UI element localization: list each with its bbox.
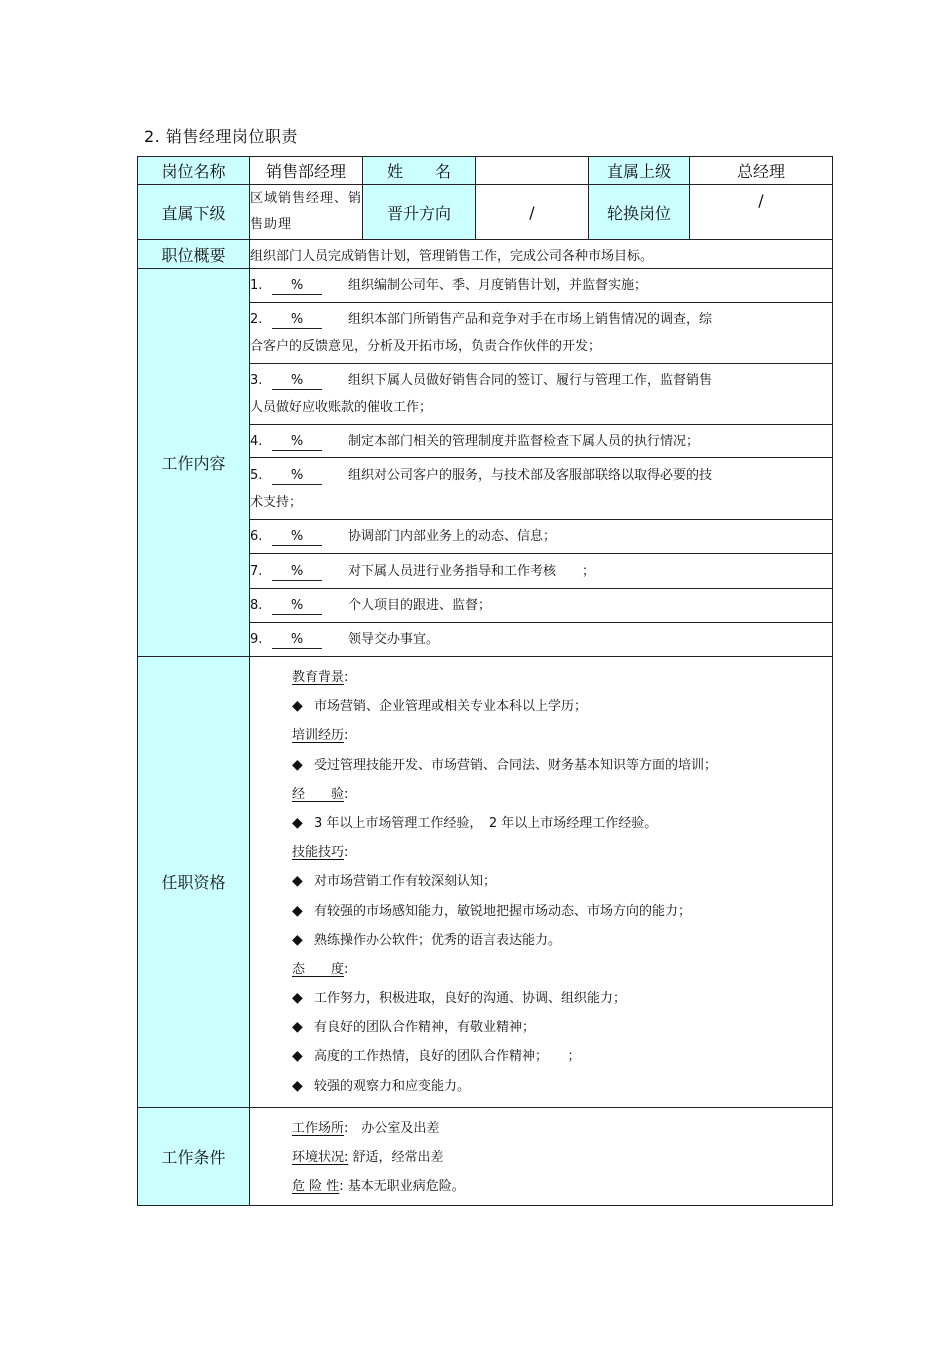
work-item: [250, 589, 833, 623]
diamond-bullet-icon: ◆: [292, 1077, 303, 1094]
risk-title: 危 险 性: [292, 1178, 340, 1194]
summary-label: 职位概要: [138, 240, 250, 269]
conditions-content: 工作场所: 办公室及出差 环境状况: 舒适，经常出差 危 险 性: 基本无职业病危险。: [250, 1107, 833, 1205]
attitude-text: 工作努力，积极进取，良好的沟通、协调、组织能力；: [314, 991, 627, 1007]
rotation-value: /: [690, 185, 833, 240]
attitude-text: 高度的工作热情，良好的团队合作精神； ；: [314, 1049, 581, 1065]
item-text: 组织下属人员做好销售合同的签订、履行与管理工作，监督销售: [348, 373, 713, 388]
item-number: 4.: [250, 433, 263, 449]
percent-blank: %: [272, 564, 322, 581]
item-number: 3.: [250, 373, 263, 388]
skill-text: 有较强的市场感知能力，敏锐地把握市场动态、市场方向的能力；: [314, 903, 692, 919]
name-value: [476, 157, 589, 185]
summary-text: 组织部门人员完成销售计划，管理销售工作，完成公司各种市场目标。: [250, 240, 833, 269]
skill-text: 对市场营销工作有较深刻认知；: [314, 874, 497, 890]
page-title: 2. 销售经理岗位职责: [144, 127, 298, 146]
item-number: 7.: [250, 563, 263, 579]
rotation-label: 轮换岗位: [589, 185, 690, 240]
work-content-label: 工作内容: [138, 269, 250, 657]
percent-blank: %: [272, 468, 322, 485]
skill-text: 熟练操作办公软件；优秀的语言表达能力。: [314, 932, 562, 948]
item-text: 领导交办事宜。: [348, 632, 440, 647]
item-text-continued: 合客户的反馈意见，分析及开拓市场，负责合作伙伴的开发；: [250, 339, 602, 354]
promotion-label: 晋升方向: [363, 185, 476, 240]
percent-blank: %: [272, 312, 322, 329]
row-conditions: [138, 1107, 833, 1205]
item-text: 组织对公司客户的服务，与技术部及客服部联络以取得必要的技: [348, 467, 713, 483]
work-item: [250, 520, 833, 554]
item-number: 8.: [250, 598, 263, 613]
row-basic-info: [138, 157, 833, 185]
risk-text: 基本无职业病危险。: [347, 1178, 465, 1194]
experience-text: 3 年以上市场管理工作经验， 2 年以上市场经理工作经验。: [314, 815, 658, 831]
item-number: 2.: [250, 312, 263, 327]
percent-blank: %: [272, 278, 322, 295]
item-number: 9.: [250, 632, 263, 647]
education-title: 教育背景: [292, 670, 345, 685]
diamond-bullet-icon: ◆: [292, 698, 303, 715]
conditions-label: 工作条件: [138, 1107, 250, 1205]
work-item: [250, 364, 833, 425]
row-summary: [138, 240, 833, 269]
percent-blank: %: [272, 373, 322, 390]
environment-title: 环境状况: [292, 1149, 345, 1165]
environment-text: 舒适，经常出差: [352, 1149, 444, 1165]
skills-title: 技能技巧: [292, 845, 345, 861]
item-text: 组织编制公司年、季、月度销售计划，并监督实施；: [348, 278, 648, 293]
item-text: 制定本部门相关的管理制度并监督检查下属人员的执行情况；: [348, 433, 700, 449]
subordinate-value: 区域销售经理、销售助理: [250, 185, 363, 240]
superior-label: 直属上级: [589, 157, 690, 185]
experience-title: 经 验: [292, 786, 345, 802]
superior-value: 总经理: [690, 157, 833, 185]
diamond-bullet-icon: ◆: [292, 902, 303, 919]
qualification-label: 任职资格: [138, 657, 250, 1108]
diamond-bullet-icon: ◆: [292, 931, 303, 948]
item-number: 1.: [250, 278, 263, 293]
training-text: 受过管理技能开发、市场营销、合同法、财务基本知识等方面的培训；: [314, 757, 718, 773]
attitude-title: 态 度: [292, 961, 345, 977]
work-item-row: [138, 269, 833, 303]
percent-blank: %: [272, 529, 322, 546]
work-item: [250, 303, 833, 364]
work-item: [250, 554, 833, 589]
item-text-continued: 术支持；: [250, 494, 303, 510]
diamond-bullet-icon: ◆: [292, 873, 303, 890]
item-text: 组织本部门所销售产品和竞争对手在市场上销售情况的调查，综: [348, 312, 713, 327]
subordinate-label: 直属下级: [138, 185, 250, 240]
percent-blank: %: [272, 598, 322, 615]
post-name-label: 岗位名称: [138, 157, 250, 185]
workplace-title: 工作场所: [292, 1120, 345, 1136]
work-item: [250, 623, 833, 657]
row-relations: [138, 185, 833, 240]
diamond-bullet-icon: ◆: [292, 1019, 303, 1036]
post-name-value: 销售部经理: [250, 157, 363, 185]
row-qualification: [138, 657, 833, 1108]
work-item: [250, 269, 833, 303]
item-text: 协调部门内部业务上的动态、信息；: [348, 529, 557, 544]
promotion-value: /: [476, 185, 589, 240]
attitude-text: 有良好的团队合作精神，有敬业精神；: [314, 1020, 536, 1036]
item-text-continued: 人员做好应收账款的催收工作；: [250, 400, 433, 415]
job-description-table: [137, 156, 833, 1206]
item-text: 个人项目的跟进、监督；: [348, 598, 492, 613]
name-label: 姓 名: [363, 157, 476, 185]
training-title: 培训经历: [292, 728, 345, 744]
diamond-bullet-icon: ◆: [292, 814, 303, 831]
item-number: 5.: [250, 467, 263, 483]
qualification-content: 教育背景: ◆ 市场营销、企业管理或相关专业本科以上学历； 培训经历: ◆ 受过管理技能开发、市场营销、合同法、财务基本知识等方面的培训； 经 验: ◆ 3 年以上市场管理工作经验， 2 年以上市场经理工作经验。 技能技巧: ◆ 对市场营销工作有较深刻认知； ◆ 有较强的市场感知能力，敏锐地把握市场动态、市场方向的能力； ◆ 熟练操作办公软件；优秀的语言表达能力。 态 度: ◆ 工作努力，积极进取，良好的沟通、协调、组织能力； ◆ 有良好的团队合作精神，有敬业精神； ◆ 高度的工作热情，良好的团队合作精神； ； ◆ 较强的观察力和应变能力。: [250, 657, 833, 1108]
work-item: [250, 425, 833, 458]
education-text: 市场营销、企业管理或相关专业本科以上学历；: [314, 699, 588, 715]
diamond-bullet-icon: ◆: [292, 1048, 303, 1065]
workplace-text: 办公室及出差: [361, 1120, 440, 1136]
work-item: [250, 458, 833, 520]
item-number: 6.: [250, 529, 263, 544]
diamond-bullet-icon: ◆: [292, 756, 303, 773]
attitude-text: 较强的观察力和应变能力。: [314, 1078, 471, 1094]
percent-blank: %: [272, 632, 322, 649]
diamond-bullet-icon: ◆: [292, 990, 303, 1007]
percent-blank: %: [272, 434, 322, 451]
item-text: 对下属人员进行业务指导和工作考核 ；: [348, 563, 596, 579]
